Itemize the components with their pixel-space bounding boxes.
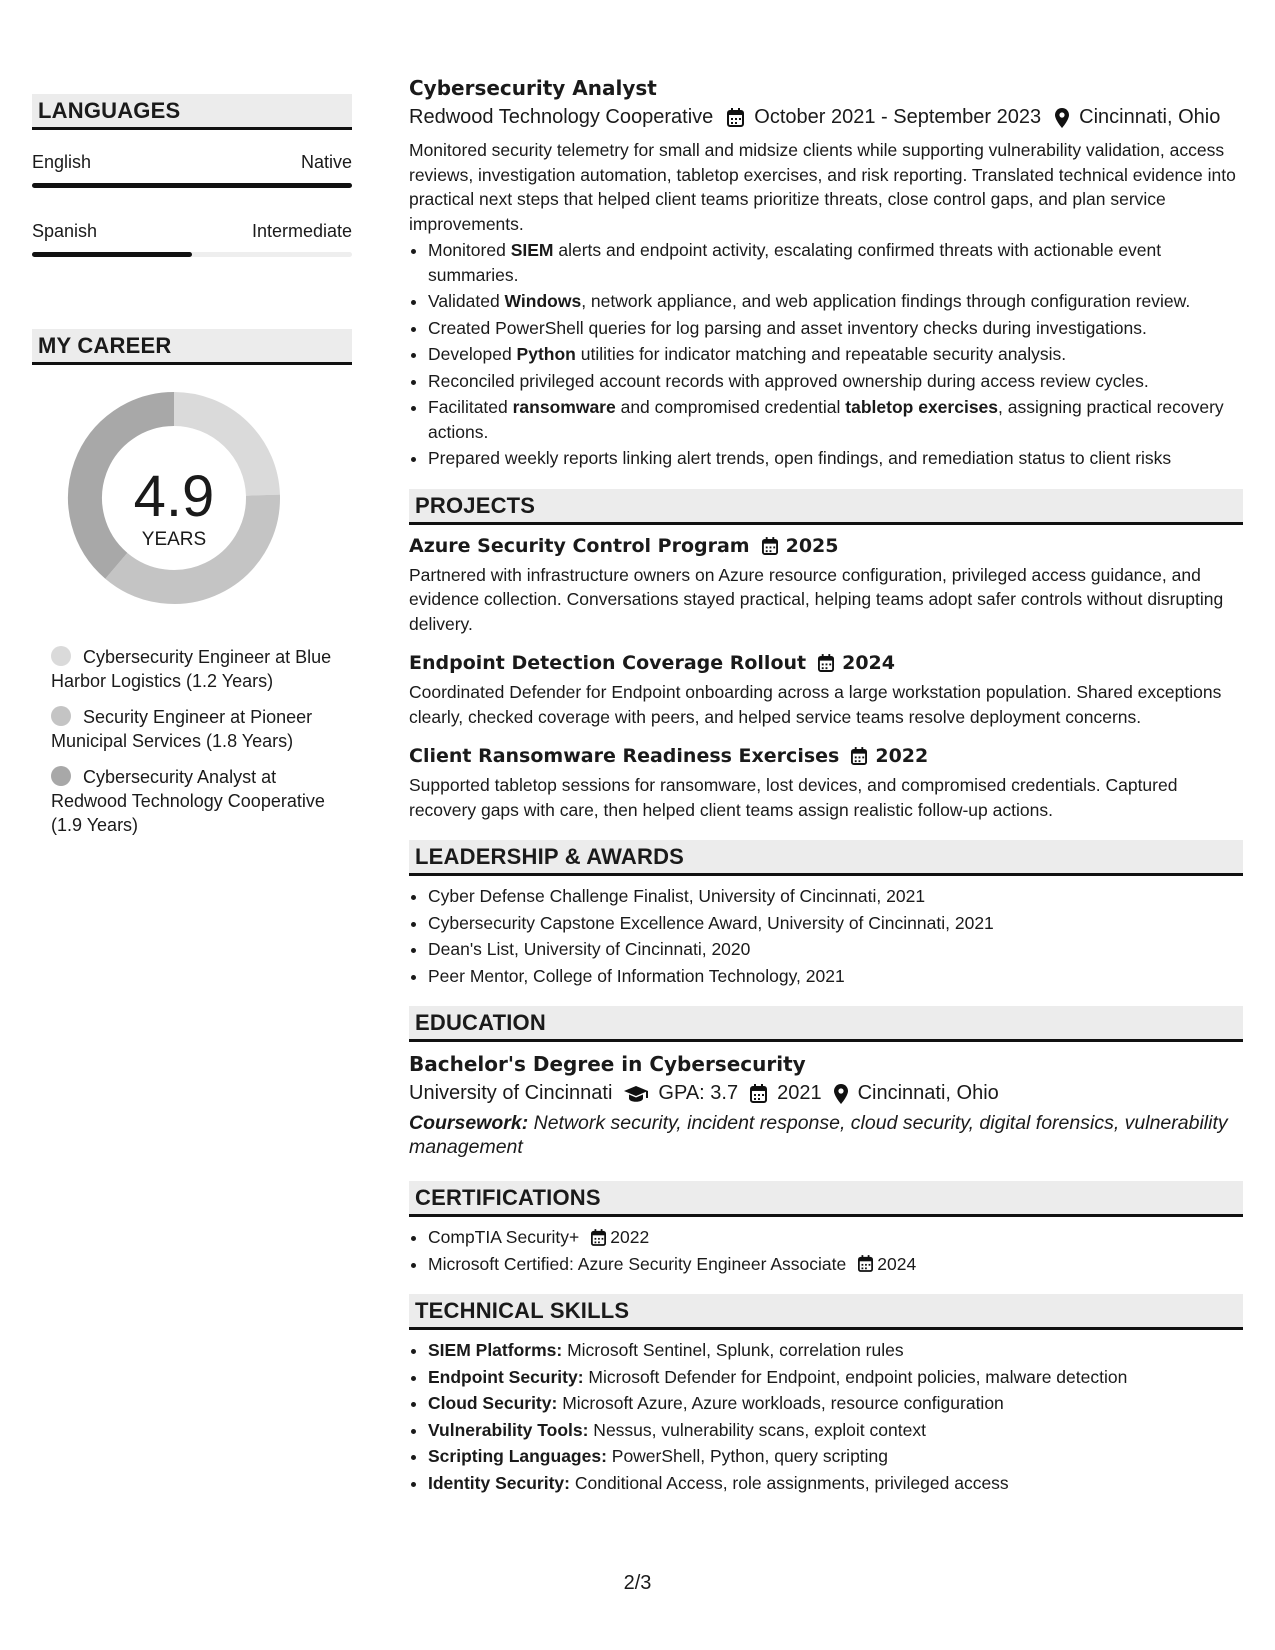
projects-section	[409, 489, 1243, 823]
education-location: Cincinnati, Ohio	[857, 1082, 999, 1104]
project-item	[409, 652, 1243, 729]
language-spanish	[32, 221, 352, 257]
language-proficiency-fill	[32, 183, 352, 188]
career-heading: MY CAREER	[32, 329, 352, 365]
language-proficiency-fill	[32, 252, 192, 257]
career-unit: YEARS	[141, 529, 207, 550]
calendar-icon	[750, 1084, 767, 1103]
school-name: University of Cincinnati	[409, 1082, 613, 1104]
job-bullet: • Prepared weekly reports linking alert trends, open findings, and remediation status to client risks	[428, 446, 1243, 471]
calendar-icon	[851, 747, 867, 765]
project-item	[409, 535, 1243, 637]
job-location: Cincinnati, Ohio	[1079, 106, 1221, 128]
project-desc: Supported tabletop sessions for ransomware, lost devices, and compromised credentials. Captured recovery gaps with care, then helped client teams assign realistic follow-up actions.	[409, 775, 1178, 820]
right-column	[409, 76, 1243, 1497]
education-meta	[409, 1082, 1243, 1105]
skills-heading: TECHNICAL SKILLS	[409, 1294, 1243, 1330]
languages-heading: LANGUAGES	[32, 94, 352, 130]
education-heading: EDUCATION	[409, 1006, 1243, 1042]
career-legend-item: Cybersecurity Engineer at Blue Harbor Logistics (1.2 Years)	[51, 647, 332, 691]
career-legend-item: Security Engineer at Pioneer Municipal Services (1.8 Years)	[51, 707, 313, 751]
projects-heading: PROJECTS	[409, 489, 1243, 525]
job-bullet: • Monitored SIEM alerts and endpoint activity, escalating confirmed threats with actionable event summaries.	[428, 238, 1243, 287]
awards-list	[409, 884, 1243, 988]
project-item	[409, 745, 1243, 822]
skill-item: • Cloud Security: Microsoft Azure, Azure workloads, resource configuration	[428, 1391, 1243, 1416]
job-meta	[409, 106, 1243, 129]
skill-item: • Endpoint Security: Microsoft Defender for Endpoint, endpoint policies, malware detection	[428, 1365, 1243, 1390]
gpa: GPA: 3.7	[658, 1082, 739, 1104]
job-company: Redwood Technology Cooperative	[409, 106, 714, 128]
project-year: 2025	[785, 534, 839, 557]
skill-item: • Scripting Languages: PowerShell, Python, query scripting	[428, 1444, 1243, 1469]
certification-item: • Microsoft Certified: Azure Security Engineer Associate 2024	[428, 1252, 1243, 1277]
degree-title: Bachelor's Degree in Cybersecurity	[409, 1052, 806, 1076]
award-item: • Cyber Defense Challenge Finalist, University of Cincinnati, 2021	[428, 884, 1243, 909]
language-name: Spanish	[32, 221, 98, 241]
skills-section	[409, 1294, 1243, 1495]
award-item: • Peer Mentor, College of Information Technology, 2021	[428, 964, 1243, 989]
project-year: 2024	[842, 652, 895, 674]
award-item: • Dean's List, University of Cincinnati, 2020	[428, 937, 1243, 962]
project-title: Endpoint Detection Coverage Rollout	[409, 652, 807, 674]
certifications-list	[409, 1225, 1243, 1276]
education-section	[409, 1006, 1243, 1159]
language-proficiency-bar	[32, 252, 352, 257]
job-bullets	[409, 238, 1243, 471]
page-number: 2/3	[623, 1572, 652, 1594]
skills-list	[409, 1338, 1243, 1495]
job-bullet: • Developed Python utilities for indicator matching and repeatable security analysis.	[428, 342, 1243, 367]
career-legend-item: Cybersecurity Analyst at Redwood Technology Cooperative (1.9 Years)	[51, 767, 325, 835]
language-name: English	[32, 152, 92, 172]
job-bullet: • Validated Windows, network appliance, and web application findings through configuration review.	[428, 289, 1243, 314]
legend-dot-icon	[51, 646, 71, 666]
skill-item: • Identity Security: Conditional Access, role assignments, privileged access	[428, 1471, 1243, 1496]
awards-heading: LEADERSHIP & AWARDS	[409, 840, 1243, 876]
legend-dot-icon	[51, 706, 71, 726]
calendar-icon	[818, 654, 834, 672]
job-bullet: • Reconciled privileged account records with approved ownership during access review cycles.	[428, 369, 1243, 394]
project-year: 2022	[875, 745, 929, 767]
calendar-icon	[591, 1229, 606, 1246]
location-pin-icon	[834, 1084, 848, 1104]
job-summary: Monitored security telemetry for small and midsize clients while supporting vulnerability validation, access reviews, investigation automation, tabletop exercises, and risk reporting. Translated technical evidence into practical next steps that helped client teams prioritize threats, close control gaps, and plan service improvements.	[409, 140, 1236, 234]
certification-item: • CompTIA Security+ 2022	[428, 1225, 1243, 1250]
calendar-icon	[762, 537, 778, 555]
language-english	[32, 152, 352, 188]
project-title: Client Ransomware Readiness Exercises	[409, 745, 840, 767]
job-bullet: • Facilitated ransomware and compromised credential tabletop exercises, assigning practical recovery actions.	[428, 395, 1243, 444]
job-dates: October 2021 - September 2023	[754, 106, 1042, 128]
awards-section	[409, 840, 1243, 988]
job-bullet: • Created PowerShell queries for log parsing and asset inventory checks during investigations.	[428, 316, 1243, 341]
graduation-year: 2021	[777, 1082, 822, 1104]
coursework: Coursework: Network security, incident response, cloud security, digital forensics, vulnerability management	[409, 1112, 1228, 1158]
project-desc: Partnered with infrastructure owners on Azure resource configuration, privileged access guidance, and evidence collection. Conversations stayed practical, helping teams adopt safer controls without disrupting delivery.	[409, 564, 1224, 634]
certifications-heading: CERTIFICATIONS	[409, 1181, 1243, 1217]
project-title: Azure Security Control Program	[409, 534, 750, 557]
skill-item: • SIEM Platforms: Microsoft Sentinel, Splunk, correlation rules	[428, 1338, 1243, 1363]
career-legend	[32, 645, 352, 837]
calendar-icon	[858, 1255, 873, 1272]
career-total: 4.9	[133, 464, 215, 529]
graduation-cap-icon	[624, 1085, 648, 1103]
certifications-section	[409, 1181, 1243, 1276]
skill-item: • Vulnerability Tools: Nessus, vulnerability scans, exploit context	[428, 1418, 1243, 1443]
language-level: Native	[300, 152, 352, 172]
award-item: • Cybersecurity Capstone Excellence Award, University of Cincinnati, 2021	[428, 911, 1243, 936]
language-level: Intermediate	[251, 221, 352, 241]
location-pin-icon	[1055, 108, 1069, 128]
calendar-icon	[727, 108, 744, 127]
left-column	[32, 94, 352, 849]
job-title: Cybersecurity Analyst	[409, 76, 657, 100]
legend-dot-icon	[51, 766, 71, 786]
language-proficiency-bar	[32, 183, 352, 188]
project-desc: Coordinated Defender for Endpoint onboarding across a large workstation population. Shared exceptions clearly, checked coverage with peers, and helped service teams resolve deployment concerns.	[409, 682, 1222, 727]
career-donut	[32, 391, 352, 631]
